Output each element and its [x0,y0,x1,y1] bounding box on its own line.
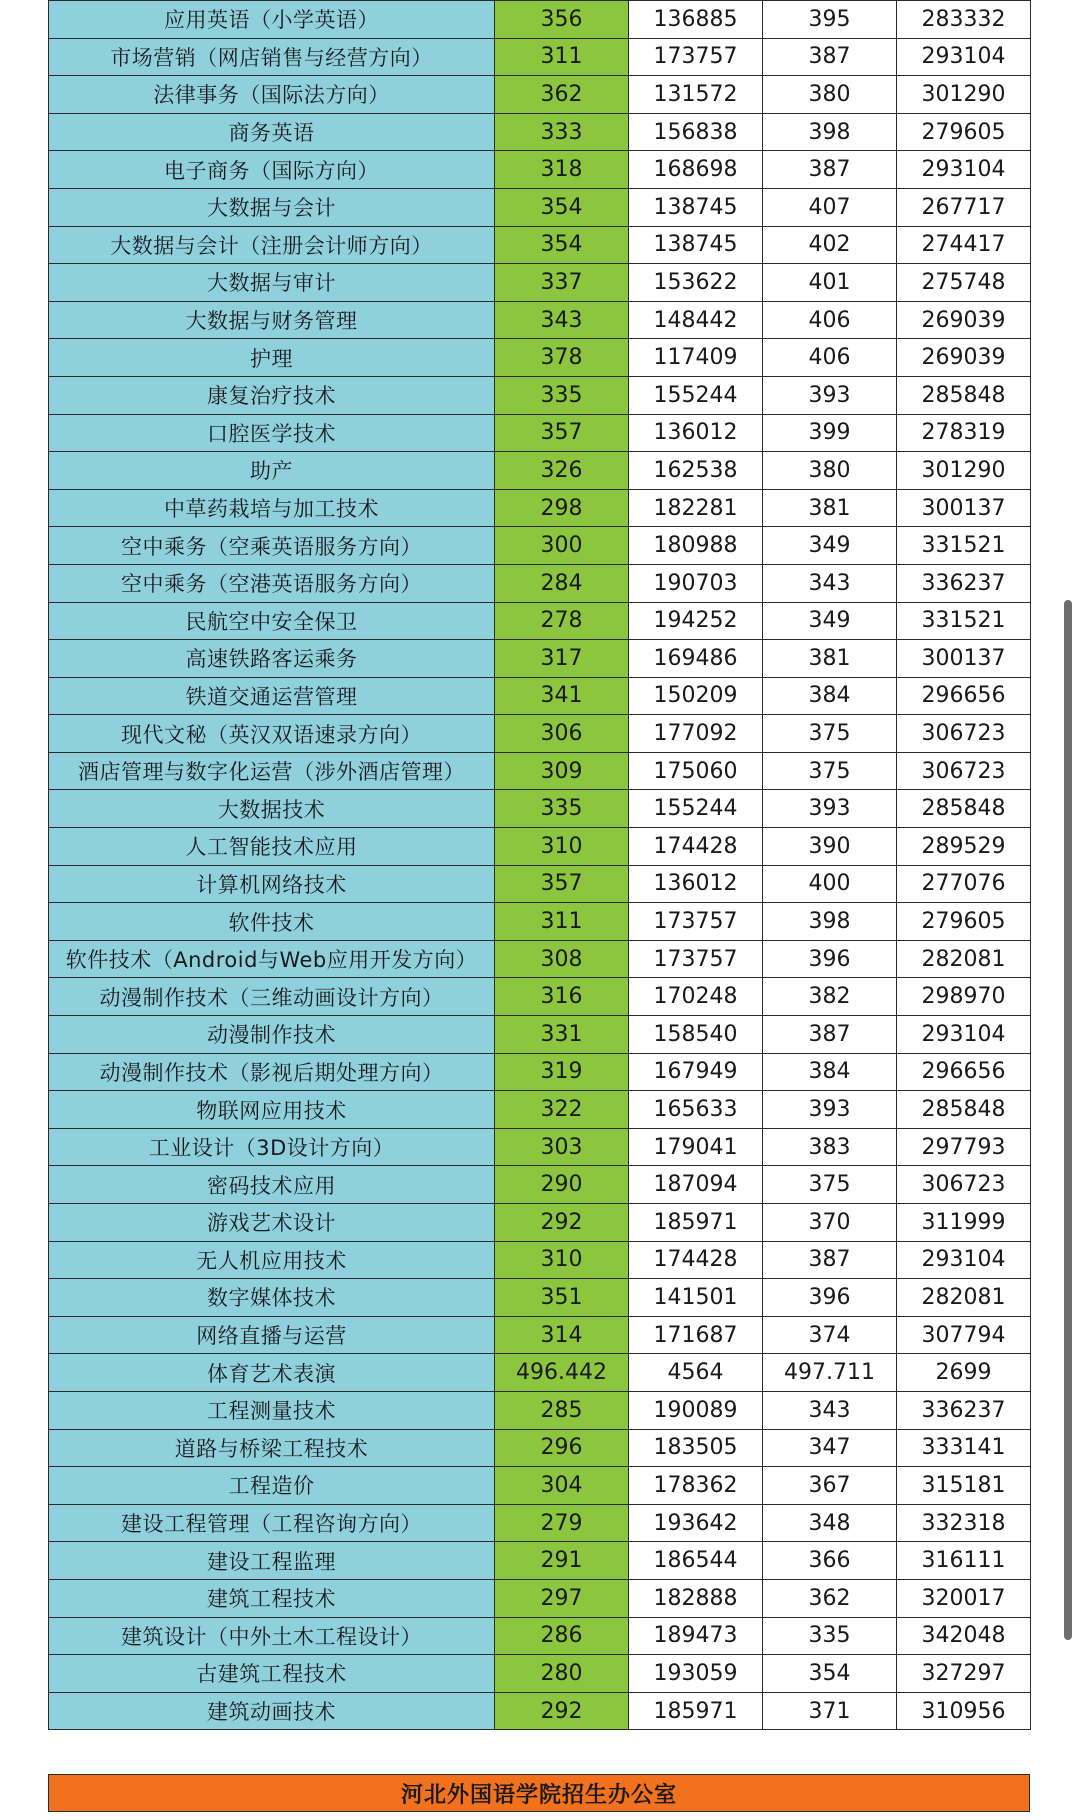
table-row [49,376,1031,414]
rank-cell: 167949 [629,1053,763,1091]
score-cell-2: 393 [763,1091,897,1129]
score-cell: 357 [495,865,629,903]
rank-cell-2: 275748 [897,264,1031,302]
rank-cell-2: 2699 [897,1354,1031,1392]
table-row [49,564,1031,602]
score-cell: 280 [495,1655,629,1693]
major-name-cell: 康复治疗技术 [49,376,495,414]
table-row [49,1279,1031,1317]
rank-cell-2: 285848 [897,790,1031,828]
score-cell: 308 [495,940,629,978]
table-row [49,414,1031,452]
rank-cell: 158540 [629,1016,763,1054]
score-cell-2: 366 [763,1542,897,1580]
score-cell-2: 349 [763,527,897,565]
rank-cell-2: 279605 [897,113,1031,151]
score-cell: 311 [495,38,629,76]
major-name-cell: 市场营销（网店销售与经营方向） [49,38,495,76]
rank-cell-2: 293104 [897,1241,1031,1279]
rank-cell: 170248 [629,978,763,1016]
rank-cell-2: 296656 [897,677,1031,715]
rank-cell-2: 269039 [897,301,1031,339]
score-cell-2: 390 [763,828,897,866]
score-cell-2: 402 [763,226,897,264]
rank-cell-2: 310956 [897,1692,1031,1730]
score-cell-2: 348 [763,1504,897,1542]
table-row [49,1241,1031,1279]
rank-cell: 190089 [629,1391,763,1429]
rank-cell: 168698 [629,151,763,189]
major-name-cell: 建设工程监理 [49,1542,495,1580]
table-row [49,1579,1031,1617]
score-cell: 496.442 [495,1354,629,1392]
score-cell-2: 384 [763,677,897,715]
table-row [49,1016,1031,1054]
score-cell: 292 [495,1692,629,1730]
rank-cell-2: 307794 [897,1316,1031,1354]
table-row [49,226,1031,264]
major-name-cell: 民航空中安全保卫 [49,602,495,640]
score-cell-2: 387 [763,151,897,189]
score-cell: 335 [495,376,629,414]
score-cell: 317 [495,640,629,678]
major-name-cell: 应用英语（小学英语） [49,1,495,39]
table-row [49,1692,1031,1730]
rank-cell-2: 301290 [897,76,1031,114]
rank-cell: 171687 [629,1316,763,1354]
table-row [49,113,1031,151]
major-name-cell: 道路与桥梁工程技术 [49,1429,495,1467]
score-cell: 322 [495,1091,629,1129]
score-cell: 337 [495,264,629,302]
major-name-cell: 空中乘务（空港英语服务方向） [49,564,495,602]
score-cell: 357 [495,414,629,452]
score-cell: 285 [495,1391,629,1429]
rank-cell-2: 300137 [897,489,1031,527]
score-cell: 335 [495,790,629,828]
table-row [49,865,1031,903]
table-row [49,828,1031,866]
major-name-cell: 法律事务（国际法方向） [49,76,495,114]
rank-cell: 165633 [629,1091,763,1129]
table-row [49,790,1031,828]
score-cell-2: 387 [763,1241,897,1279]
major-name-cell: 古建筑工程技术 [49,1655,495,1693]
score-cell-2: 335 [763,1617,897,1655]
rank-cell-2: 283332 [897,1,1031,39]
score-cell: 309 [495,752,629,790]
table-row [49,602,1031,640]
rank-cell-2: 282081 [897,1279,1031,1317]
score-cell: 316 [495,978,629,1016]
major-name-cell: 体育艺术表演 [49,1354,495,1392]
score-cell-2: 374 [763,1316,897,1354]
rank-cell-2: 342048 [897,1617,1031,1655]
table-row [49,978,1031,1016]
score-cell-2: 375 [763,715,897,753]
rank-cell: 173757 [629,903,763,941]
table-row [49,1429,1031,1467]
rank-cell-2: 277076 [897,865,1031,903]
score-cell: 304 [495,1467,629,1505]
score-cell-2: 347 [763,1429,897,1467]
rank-cell: 136012 [629,865,763,903]
score-cell: 306 [495,715,629,753]
rank-cell: 173757 [629,940,763,978]
score-cell: 298 [495,489,629,527]
rank-cell-2: 316111 [897,1542,1031,1580]
score-cell-2: 370 [763,1204,897,1242]
score-cell-2: 393 [763,790,897,828]
rank-cell: 173757 [629,38,763,76]
rank-cell-2: 297793 [897,1128,1031,1166]
table-row [49,715,1031,753]
score-cell-2: 398 [763,903,897,941]
score-cell: 310 [495,1241,629,1279]
major-name-cell: 密码技术应用 [49,1166,495,1204]
table-body [49,1,1031,1730]
table-row [49,151,1031,189]
rank-cell: 141501 [629,1279,763,1317]
score-cell: 354 [495,226,629,264]
major-name-cell: 数字媒体技术 [49,1279,495,1317]
table-row [49,1316,1031,1354]
major-name-cell: 铁道交通运营管理 [49,677,495,715]
rank-cell: 169486 [629,640,763,678]
major-name-cell: 动漫制作技术（影视后期处理方向） [49,1053,495,1091]
score-cell: 314 [495,1316,629,1354]
table-row [49,677,1031,715]
rank-cell-2: 289529 [897,828,1031,866]
rank-cell: 180988 [629,527,763,565]
major-name-cell: 人工智能技术应用 [49,828,495,866]
score-cell: 292 [495,1204,629,1242]
score-cell: 331 [495,1016,629,1054]
score-cell-2: 387 [763,1016,897,1054]
score-cell-2: 380 [763,452,897,490]
rank-cell: 187094 [629,1166,763,1204]
score-cell-2: 354 [763,1655,897,1693]
major-name-cell: 物联网应用技术 [49,1091,495,1129]
score-cell-2: 384 [763,1053,897,1091]
score-cell: 303 [495,1128,629,1166]
rank-cell-2: 285848 [897,1091,1031,1129]
major-name-cell: 大数据与审计 [49,264,495,302]
score-cell-2: 380 [763,76,897,114]
rank-cell-2: 285848 [897,376,1031,414]
rank-cell-2: 300137 [897,640,1031,678]
score-cell-2: 396 [763,940,897,978]
rank-cell-2: 279605 [897,903,1031,941]
rank-cell-2: 293104 [897,151,1031,189]
major-name-cell: 电子商务（国际方向） [49,151,495,189]
rank-cell: 162538 [629,452,763,490]
major-name-cell: 中草药栽培与加工技术 [49,489,495,527]
score-cell: 378 [495,339,629,377]
score-cell-2: 396 [763,1279,897,1317]
score-cell-2: 382 [763,978,897,1016]
rank-cell: 183505 [629,1429,763,1467]
table-row [49,1467,1031,1505]
table-row [49,1128,1031,1166]
major-name-cell: 网络直播与运营 [49,1316,495,1354]
score-cell: 297 [495,1579,629,1617]
table-row [49,1204,1031,1242]
table-row [49,38,1031,76]
major-name-cell: 无人机应用技术 [49,1241,495,1279]
rank-cell-2: 331521 [897,527,1031,565]
score-cell: 319 [495,1053,629,1091]
major-name-cell: 口腔医学技术 [49,414,495,452]
score-cell-2: 393 [763,376,897,414]
score-cell: 326 [495,452,629,490]
major-name-cell: 助产 [49,452,495,490]
major-name-cell: 工程测量技术 [49,1391,495,1429]
major-name-cell: 游戏艺术设计 [49,1204,495,1242]
score-cell: 296 [495,1429,629,1467]
major-name-cell: 商务英语 [49,113,495,151]
table-row [49,1391,1031,1429]
major-name-cell: 软件技术（Android与Web应用开发方向） [49,940,495,978]
score-cell: 278 [495,602,629,640]
score-cell: 311 [495,903,629,941]
rank-cell-2: 293104 [897,38,1031,76]
table-row [49,1091,1031,1129]
rank-cell-2: 315181 [897,1467,1031,1505]
footer-text: 河北外国语学院招生办公室 [400,1781,677,1808]
rank-cell: 182888 [629,1579,763,1617]
major-name-cell: 现代文秘（英汉双语速录方向） [49,715,495,753]
rank-cell-2: 332318 [897,1504,1031,1542]
score-cell-2: 343 [763,564,897,602]
score-cell-2: 497.711 [763,1354,897,1392]
rank-cell-2: 336237 [897,1391,1031,1429]
rank-cell-2: 293104 [897,1016,1031,1054]
rank-cell-2: 298970 [897,978,1031,1016]
table-row [49,1053,1031,1091]
footer-banner [48,1774,1030,1812]
score-cell-2: 375 [763,752,897,790]
rank-cell-2: 278319 [897,414,1031,452]
major-name-cell: 大数据与会计（注册会计师方向） [49,226,495,264]
table-row [49,76,1031,114]
major-name-cell: 建筑设计（中外土木工程设计） [49,1617,495,1655]
table-row [49,489,1031,527]
score-cell-2: 343 [763,1391,897,1429]
rank-cell: 136885 [629,1,763,39]
table-row [49,527,1031,565]
rank-cell: 193642 [629,1504,763,1542]
rank-cell-2: 267717 [897,188,1031,226]
score-cell: 356 [495,1,629,39]
score-cell-2: 381 [763,489,897,527]
table-row [49,1,1031,39]
rank-cell: 190703 [629,564,763,602]
rank-cell: 182281 [629,489,763,527]
score-cell: 279 [495,1504,629,1542]
rank-cell: 136012 [629,414,763,452]
score-cell: 290 [495,1166,629,1204]
table-row [49,1166,1031,1204]
score-cell: 343 [495,301,629,339]
score-cell: 354 [495,188,629,226]
rank-cell: 148442 [629,301,763,339]
major-name-cell: 护理 [49,339,495,377]
score-cell: 341 [495,677,629,715]
table-row [49,752,1031,790]
table-row [49,903,1031,941]
rank-cell: 185971 [629,1692,763,1730]
rank-cell: 186544 [629,1542,763,1580]
rank-cell: 155244 [629,790,763,828]
major-name-cell: 大数据与财务管理 [49,301,495,339]
rank-cell: 156838 [629,113,763,151]
score-cell: 286 [495,1617,629,1655]
score-cell-2: 399 [763,414,897,452]
score-cell-2: 406 [763,301,897,339]
admission-score-table [48,0,1031,1730]
score-cell: 362 [495,76,629,114]
score-cell: 318 [495,151,629,189]
table-row [49,1617,1031,1655]
rank-cell: 194252 [629,602,763,640]
major-name-cell: 空中乘务（空乘英语服务方向） [49,527,495,565]
score-cell-2: 387 [763,38,897,76]
rank-cell: 185971 [629,1204,763,1242]
major-name-cell: 大数据与会计 [49,188,495,226]
score-cell-2: 349 [763,602,897,640]
rank-cell: 193059 [629,1655,763,1693]
rank-cell-2: 331521 [897,602,1031,640]
score-cell-2: 401 [763,264,897,302]
table-row [49,1354,1031,1392]
score-cell: 333 [495,113,629,151]
rank-cell-2: 269039 [897,339,1031,377]
rank-cell: 178362 [629,1467,763,1505]
rank-cell: 150209 [629,677,763,715]
score-cell-2: 371 [763,1692,897,1730]
rank-cell-2: 282081 [897,940,1031,978]
score-cell: 300 [495,527,629,565]
score-cell-2: 362 [763,1579,897,1617]
major-name-cell: 建筑动画技术 [49,1692,495,1730]
rank-cell-2: 306723 [897,1166,1031,1204]
rank-cell-2: 274417 [897,226,1031,264]
rank-cell-2: 336237 [897,564,1031,602]
table-row [49,188,1031,226]
major-name-cell: 大数据技术 [49,790,495,828]
major-name-cell: 酒店管理与数字化运营（涉外酒店管理） [49,752,495,790]
table-row [49,940,1031,978]
score-cell: 291 [495,1542,629,1580]
score-cell: 310 [495,828,629,866]
table-row [49,339,1031,377]
rank-cell: 155244 [629,376,763,414]
major-name-cell: 软件技术 [49,903,495,941]
table-row [49,1504,1031,1542]
rank-cell: 189473 [629,1617,763,1655]
rank-cell: 177092 [629,715,763,753]
rank-cell-2: 311999 [897,1204,1031,1242]
table-row [49,1655,1031,1693]
major-name-cell: 高速铁路客运乘务 [49,640,495,678]
table-row [49,301,1031,339]
score-cell-2: 375 [763,1166,897,1204]
rank-cell-2: 333141 [897,1429,1031,1467]
table-row [49,1542,1031,1580]
rank-cell-2: 320017 [897,1579,1031,1617]
table-row [49,452,1031,490]
score-cell-2: 407 [763,188,897,226]
table-row [49,640,1031,678]
rank-cell: 179041 [629,1128,763,1166]
major-name-cell: 建筑工程技术 [49,1579,495,1617]
major-name-cell: 工程造价 [49,1467,495,1505]
score-cell: 284 [495,564,629,602]
scrollbar[interactable] [1064,600,1072,1640]
score-cell: 351 [495,1279,629,1317]
score-cell-2: 406 [763,339,897,377]
rank-cell: 138745 [629,188,763,226]
rank-cell: 174428 [629,828,763,866]
rank-cell-2: 306723 [897,715,1031,753]
score-cell-2: 381 [763,640,897,678]
major-name-cell: 动漫制作技术（三维动画设计方向） [49,978,495,1016]
rank-cell: 117409 [629,339,763,377]
rank-cell-2: 327297 [897,1655,1031,1693]
score-cell-2: 398 [763,113,897,151]
rank-cell: 174428 [629,1241,763,1279]
table-row [49,264,1031,302]
major-name-cell: 建设工程管理（工程咨询方向） [49,1504,495,1542]
major-name-cell: 计算机网络技术 [49,865,495,903]
score-cell-2: 367 [763,1467,897,1505]
rank-cell-2: 296656 [897,1053,1031,1091]
rank-cell-2: 306723 [897,752,1031,790]
rank-cell: 175060 [629,752,763,790]
rank-cell-2: 301290 [897,452,1031,490]
score-cell-2: 395 [763,1,897,39]
rank-cell: 138745 [629,226,763,264]
major-name-cell: 动漫制作技术 [49,1016,495,1054]
rank-cell: 4564 [629,1354,763,1392]
rank-cell: 131572 [629,76,763,114]
score-cell-2: 383 [763,1128,897,1166]
major-name-cell: 工业设计（3D设计方向） [49,1128,495,1166]
rank-cell: 153622 [629,264,763,302]
score-cell-2: 400 [763,865,897,903]
